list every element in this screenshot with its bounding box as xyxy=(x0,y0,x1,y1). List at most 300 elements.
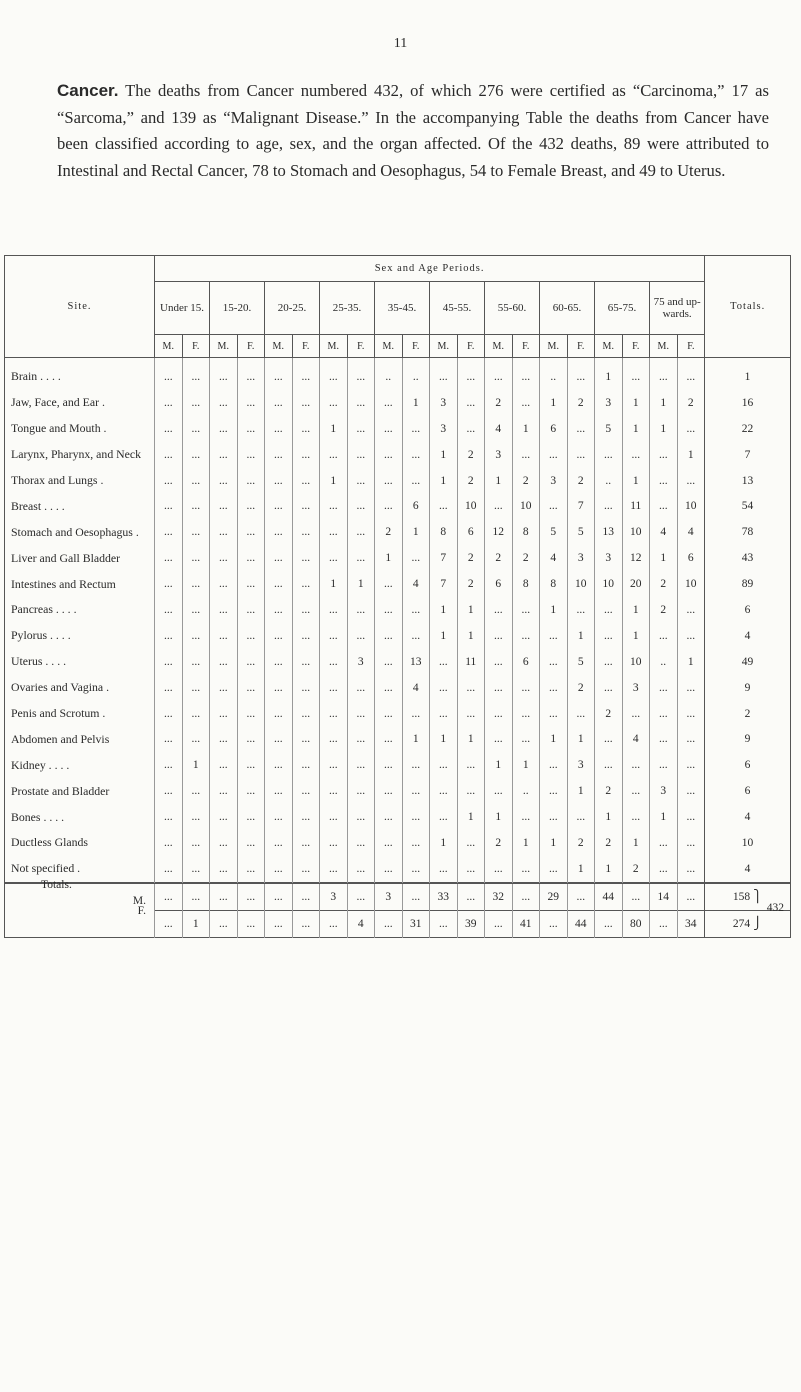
count-cell: ... xyxy=(237,597,265,623)
count-cell: ... xyxy=(512,442,540,468)
count-cell: 2 xyxy=(650,597,678,623)
count-cell: 2 xyxy=(457,468,485,494)
total-count-cell: ... xyxy=(237,910,265,937)
count-cell: ... xyxy=(237,856,265,882)
count-cell: ... xyxy=(182,726,210,752)
count-cell: ... xyxy=(347,856,375,882)
count-cell: ... xyxy=(485,493,513,519)
row-total-cell: 54 xyxy=(705,493,791,519)
count-cell: ... xyxy=(650,752,678,778)
count-cell: ... xyxy=(375,597,403,623)
table-row xyxy=(5,830,791,856)
count-cell: ... xyxy=(402,752,430,778)
site-cell: Brain . . . . xyxy=(11,369,61,384)
count-cell: ... xyxy=(265,675,293,701)
count-cell: ... xyxy=(650,726,678,752)
total-count-cell: ... xyxy=(650,910,678,937)
count-cell: ... xyxy=(320,752,348,778)
site-cell: Breast . . . . xyxy=(11,498,65,513)
total-count-cell: 44 xyxy=(567,910,595,937)
count-cell: ... xyxy=(237,701,265,727)
count-cell: ... xyxy=(595,597,623,623)
count-cell: 1 xyxy=(595,804,623,830)
count-cell: ... xyxy=(375,856,403,882)
count-cell: ... xyxy=(265,493,293,519)
count-cell: 2 xyxy=(457,571,485,597)
count-cell: ... xyxy=(182,830,210,856)
count-cell: ... xyxy=(155,856,183,882)
count-cell: 2 xyxy=(567,675,595,701)
count-cell: ... xyxy=(457,830,485,856)
row-total-cell: 89 xyxy=(705,571,791,597)
count-cell: ... xyxy=(677,752,705,778)
count-cell: ... xyxy=(540,856,568,882)
count-cell: ... xyxy=(292,597,320,623)
count-cell: 1 xyxy=(567,856,595,882)
brace-icon: ⎭ xyxy=(750,916,763,931)
count-cell: ... xyxy=(320,623,348,649)
row-total-cell: 4 xyxy=(705,856,791,882)
count-cell: ... xyxy=(677,468,705,494)
count-cell: ... xyxy=(237,623,265,649)
count-cell: ... xyxy=(320,778,348,804)
count-cell: ... xyxy=(677,856,705,882)
count-cell: 3 xyxy=(540,468,568,494)
site-cell: Penis and Scrotum . xyxy=(11,706,106,721)
table-row xyxy=(5,675,791,701)
count-cell: 2 xyxy=(375,519,403,545)
count-cell: ... xyxy=(512,623,540,649)
count-cell: ... xyxy=(292,856,320,882)
count-cell: ... xyxy=(210,390,238,416)
count-cell: ... xyxy=(567,416,595,442)
count-cell: ... xyxy=(155,649,183,675)
count-cell: ... xyxy=(155,519,183,545)
row-total-cell: 4 xyxy=(705,623,791,649)
count-cell: ... xyxy=(540,623,568,649)
count-cell: ... xyxy=(320,701,348,727)
count-cell: ... xyxy=(210,701,238,727)
count-cell: ... xyxy=(457,701,485,727)
count-cell: ... xyxy=(265,571,293,597)
sex-header: F. xyxy=(457,335,485,358)
row-total-cell: 43 xyxy=(705,545,791,571)
count-cell: ... xyxy=(320,358,348,390)
count-cell: ... xyxy=(292,519,320,545)
count-cell: ... xyxy=(430,778,458,804)
table-row xyxy=(5,519,791,545)
count-cell: ... xyxy=(210,442,238,468)
count-cell: ... xyxy=(650,623,678,649)
table-row xyxy=(5,545,791,571)
site-cell: Pylorus . . . . xyxy=(11,628,71,643)
count-cell: ... xyxy=(155,623,183,649)
count-cell: ... xyxy=(237,752,265,778)
count-cell: ... xyxy=(265,358,293,390)
count-cell: ... xyxy=(320,804,348,830)
count-cell: ... xyxy=(375,701,403,727)
count-cell: ... xyxy=(182,442,210,468)
count-cell: ... xyxy=(210,358,238,390)
row-total-cell: 13 xyxy=(705,468,791,494)
count-cell: ... xyxy=(375,778,403,804)
count-cell: ... xyxy=(375,623,403,649)
count-cell: 1 xyxy=(567,623,595,649)
count-cell: ... xyxy=(237,416,265,442)
site-cell: Uterus . . . . xyxy=(11,654,67,669)
age-period-header: 55-60. xyxy=(485,282,540,335)
count-cell: ... xyxy=(622,442,650,468)
count-cell: ... xyxy=(540,804,568,830)
count-cell: ... xyxy=(320,649,348,675)
count-cell: 1 xyxy=(430,726,458,752)
site-cell: Larynx, Pharynx, and Neck xyxy=(11,447,142,462)
count-cell: ... xyxy=(265,468,293,494)
count-cell: ... xyxy=(292,675,320,701)
count-cell: ... xyxy=(265,778,293,804)
count-cell: .. xyxy=(512,778,540,804)
total-count-cell: 1 xyxy=(182,910,210,937)
count-cell: ... xyxy=(622,701,650,727)
totals-m-label: M. xyxy=(132,895,146,908)
row-total-cell: 4 xyxy=(705,804,791,830)
age-period-header: 75 and up-wards. xyxy=(650,282,705,335)
count-cell: ... xyxy=(347,701,375,727)
total-count-cell: 39 xyxy=(457,910,485,937)
count-cell: 1 xyxy=(622,468,650,494)
count-cell: ... xyxy=(292,649,320,675)
count-cell: ... xyxy=(512,390,540,416)
count-cell: ... xyxy=(182,856,210,882)
count-cell: 4 xyxy=(485,416,513,442)
count-cell: ... xyxy=(210,468,238,494)
total-count-cell: 33 xyxy=(430,883,458,910)
sex-header: M. xyxy=(320,335,348,358)
count-cell: ... xyxy=(292,442,320,468)
count-cell: ... xyxy=(292,571,320,597)
sex-header: F. xyxy=(292,335,320,358)
count-cell: ... xyxy=(155,493,183,519)
total-count-cell: ... xyxy=(210,883,238,910)
count-cell: ... xyxy=(292,778,320,804)
table-row xyxy=(5,623,791,649)
sex-header: M. xyxy=(155,335,183,358)
age-period-header: 60-65. xyxy=(540,282,595,335)
count-cell: ... xyxy=(320,597,348,623)
total-count-cell: ... xyxy=(155,910,183,937)
count-cell: ... xyxy=(237,545,265,571)
cancer-table xyxy=(4,255,790,938)
count-cell: ... xyxy=(375,649,403,675)
count-cell: ... xyxy=(182,416,210,442)
count-cell: ... xyxy=(265,545,293,571)
sex-header: M. xyxy=(375,335,403,358)
count-cell: ... xyxy=(155,597,183,623)
count-cell: ... xyxy=(155,778,183,804)
site-cell: Tongue and Mouth . xyxy=(11,421,107,436)
sex-header: M. xyxy=(485,335,513,358)
totals-header: Totals. xyxy=(705,256,791,358)
sex-header: F. xyxy=(402,335,430,358)
count-cell: 6 xyxy=(540,416,568,442)
count-cell: ... xyxy=(402,468,430,494)
count-cell: ... xyxy=(375,571,403,597)
total-count-cell: ... xyxy=(155,883,183,910)
count-cell: ... xyxy=(375,830,403,856)
count-cell: 1 xyxy=(485,804,513,830)
count-cell: 6 xyxy=(402,493,430,519)
count-cell: 3 xyxy=(595,545,623,571)
count-cell: 2 xyxy=(485,545,513,571)
count-cell: ... xyxy=(375,468,403,494)
age-period-header: Under 15. xyxy=(155,282,210,335)
count-cell: ... xyxy=(347,545,375,571)
site-cell: Prostate and Bladder xyxy=(11,783,110,798)
count-cell: 1 xyxy=(320,416,348,442)
count-cell: 2 xyxy=(622,856,650,882)
count-cell: 7 xyxy=(567,493,595,519)
count-cell: ... xyxy=(292,701,320,727)
count-cell: ... xyxy=(595,726,623,752)
count-cell: 1 xyxy=(567,778,595,804)
count-cell: 2 xyxy=(567,390,595,416)
count-cell: ... xyxy=(402,778,430,804)
count-cell: ... xyxy=(650,493,678,519)
count-cell: ... xyxy=(210,545,238,571)
count-cell: ... xyxy=(567,442,595,468)
count-cell: ... xyxy=(430,752,458,778)
count-cell: ... xyxy=(595,752,623,778)
count-cell: ... xyxy=(375,804,403,830)
count-cell: ... xyxy=(320,830,348,856)
count-cell: ... xyxy=(210,830,238,856)
count-cell: 4 xyxy=(650,519,678,545)
count-cell: ... xyxy=(292,468,320,494)
count-cell: 1 xyxy=(622,597,650,623)
count-cell: ... xyxy=(430,701,458,727)
count-cell: ... xyxy=(237,804,265,830)
count-cell: 2 xyxy=(485,390,513,416)
count-cell: 1 xyxy=(540,597,568,623)
count-cell: ... xyxy=(320,675,348,701)
site-cell: Jaw, Face, and Ear . xyxy=(11,395,105,410)
count-cell: 10 xyxy=(457,493,485,519)
count-cell: ... xyxy=(347,493,375,519)
table-row xyxy=(5,752,791,778)
count-cell: 1 xyxy=(567,726,595,752)
count-cell: ... xyxy=(650,701,678,727)
count-cell: 10 xyxy=(622,649,650,675)
count-cell: ... xyxy=(595,493,623,519)
count-cell: ... xyxy=(650,468,678,494)
count-cell: ... xyxy=(182,778,210,804)
count-cell: 5 xyxy=(595,416,623,442)
count-cell: ... xyxy=(182,493,210,519)
table-row xyxy=(5,468,791,494)
count-cell: ... xyxy=(210,778,238,804)
total-count-cell: ... xyxy=(237,883,265,910)
count-cell: ... xyxy=(320,442,348,468)
count-cell: ... xyxy=(457,778,485,804)
count-cell: ... xyxy=(292,416,320,442)
count-cell: ... xyxy=(265,623,293,649)
count-cell: ... xyxy=(155,468,183,494)
count-cell: 3 xyxy=(485,442,513,468)
table-row xyxy=(5,649,791,675)
count-cell: ... xyxy=(182,804,210,830)
count-cell: 13 xyxy=(595,519,623,545)
sex-total-cell xyxy=(705,883,791,914)
count-cell: ... xyxy=(512,856,540,882)
row-total-cell: 16 xyxy=(705,390,791,416)
count-cell: 2 xyxy=(677,390,705,416)
count-cell: ... xyxy=(622,752,650,778)
row-total-cell: 9 xyxy=(705,726,791,752)
count-cell: ... xyxy=(457,856,485,882)
row-total-cell: 7 xyxy=(705,442,791,468)
site-cell: Abdomen and Pelvis xyxy=(11,731,110,746)
table-row xyxy=(5,701,791,727)
count-cell: ... xyxy=(402,442,430,468)
row-total-cell: 22 xyxy=(705,416,791,442)
count-cell: ... xyxy=(237,493,265,519)
count-cell: ... xyxy=(155,390,183,416)
intro-paragraph xyxy=(57,78,769,184)
count-cell: ... xyxy=(237,390,265,416)
count-cell: ... xyxy=(677,358,705,390)
count-cell: 1 xyxy=(402,726,430,752)
count-cell: 2 xyxy=(595,830,623,856)
count-cell: 1 xyxy=(622,623,650,649)
count-cell: ... xyxy=(457,675,485,701)
count-cell: ... xyxy=(430,649,458,675)
total-count-cell: ... xyxy=(292,883,320,910)
count-cell: ... xyxy=(402,856,430,882)
row-total-cell: 6 xyxy=(705,752,791,778)
count-cell: 8 xyxy=(540,571,568,597)
row-total-cell: 6 xyxy=(705,597,791,623)
count-cell: ... xyxy=(485,701,513,727)
row-total-cell: 9 xyxy=(705,675,791,701)
count-cell: ... xyxy=(155,752,183,778)
count-cell: 3 xyxy=(430,390,458,416)
count-cell: ... xyxy=(677,623,705,649)
sex-header: F. xyxy=(347,335,375,358)
site-cell: Not specified . xyxy=(11,861,81,876)
count-cell: 1 xyxy=(430,623,458,649)
count-cell: ... xyxy=(210,804,238,830)
count-cell: ... xyxy=(457,752,485,778)
count-cell: ... xyxy=(292,390,320,416)
sex-header: M. xyxy=(650,335,678,358)
count-cell: ... xyxy=(567,597,595,623)
count-cell: ... xyxy=(347,416,375,442)
total-count-cell: ... xyxy=(677,883,705,910)
total-count-cell: 4 xyxy=(347,910,375,937)
count-cell: ... xyxy=(155,358,183,390)
total-count-cell: ... xyxy=(375,910,403,937)
count-cell: 6 xyxy=(512,649,540,675)
count-cell: ... xyxy=(292,752,320,778)
count-cell: ... xyxy=(155,442,183,468)
table-row xyxy=(5,778,791,804)
count-cell: ... xyxy=(292,830,320,856)
sex-header: M. xyxy=(265,335,293,358)
site-cell: Ductless Glands xyxy=(11,835,88,850)
count-cell: ... xyxy=(512,358,540,390)
count-cell: 1 xyxy=(650,545,678,571)
sex-total-value: 158 xyxy=(732,891,751,904)
count-cell: 4 xyxy=(677,519,705,545)
count-cell: ... xyxy=(182,597,210,623)
count-cell: ... xyxy=(512,597,540,623)
count-cell: ... xyxy=(402,597,430,623)
count-cell: 1 xyxy=(485,468,513,494)
sex-header: F. xyxy=(182,335,210,358)
count-cell: 1 xyxy=(320,468,348,494)
count-cell: 3 xyxy=(430,416,458,442)
count-cell: ... xyxy=(265,830,293,856)
count-cell: 1 xyxy=(512,752,540,778)
count-cell: ... xyxy=(430,358,458,390)
count-cell: .. xyxy=(595,468,623,494)
count-cell: ... xyxy=(457,390,485,416)
count-cell: ... xyxy=(292,545,320,571)
count-cell: ... xyxy=(155,416,183,442)
count-cell: ... xyxy=(292,358,320,390)
count-cell: ... xyxy=(375,726,403,752)
count-cell: 1 xyxy=(347,571,375,597)
count-cell: 10 xyxy=(595,571,623,597)
table-body xyxy=(4,358,791,883)
count-cell: 5 xyxy=(567,519,595,545)
count-cell: ... xyxy=(347,778,375,804)
count-cell: ... xyxy=(292,623,320,649)
sex-header: M. xyxy=(210,335,238,358)
count-cell: ... xyxy=(375,416,403,442)
total-count-cell: ... xyxy=(595,910,623,937)
count-cell: 1 xyxy=(622,830,650,856)
total-count-cell: ... xyxy=(512,883,540,910)
row-total-cell: 2 xyxy=(705,701,791,727)
count-cell: 10 xyxy=(567,571,595,597)
total-count-cell: 29 xyxy=(540,883,568,910)
brace-icon: ⎫ xyxy=(750,889,763,904)
count-cell: ... xyxy=(677,726,705,752)
total-count-cell: ... xyxy=(265,883,293,910)
site-header: Site. xyxy=(5,256,155,358)
count-cell: ... xyxy=(182,390,210,416)
count-cell: 1 xyxy=(595,358,623,390)
age-period-header: 65-75. xyxy=(595,282,650,335)
count-cell: ... xyxy=(210,493,238,519)
count-cell: 8 xyxy=(430,519,458,545)
count-cell: 1 xyxy=(430,442,458,468)
count-cell: 1 xyxy=(320,571,348,597)
table-row xyxy=(5,390,791,416)
total-count-cell: ... xyxy=(347,883,375,910)
count-cell: 4 xyxy=(540,545,568,571)
count-cell: ... xyxy=(237,649,265,675)
sex-total-cell xyxy=(705,910,791,937)
count-cell: 1 xyxy=(512,416,540,442)
count-cell: ... xyxy=(182,571,210,597)
age-period-header: 15-20. xyxy=(210,282,265,335)
count-cell: 8 xyxy=(512,571,540,597)
count-cell: ... xyxy=(677,597,705,623)
count-cell: ... xyxy=(650,830,678,856)
count-cell: ... xyxy=(402,545,430,571)
